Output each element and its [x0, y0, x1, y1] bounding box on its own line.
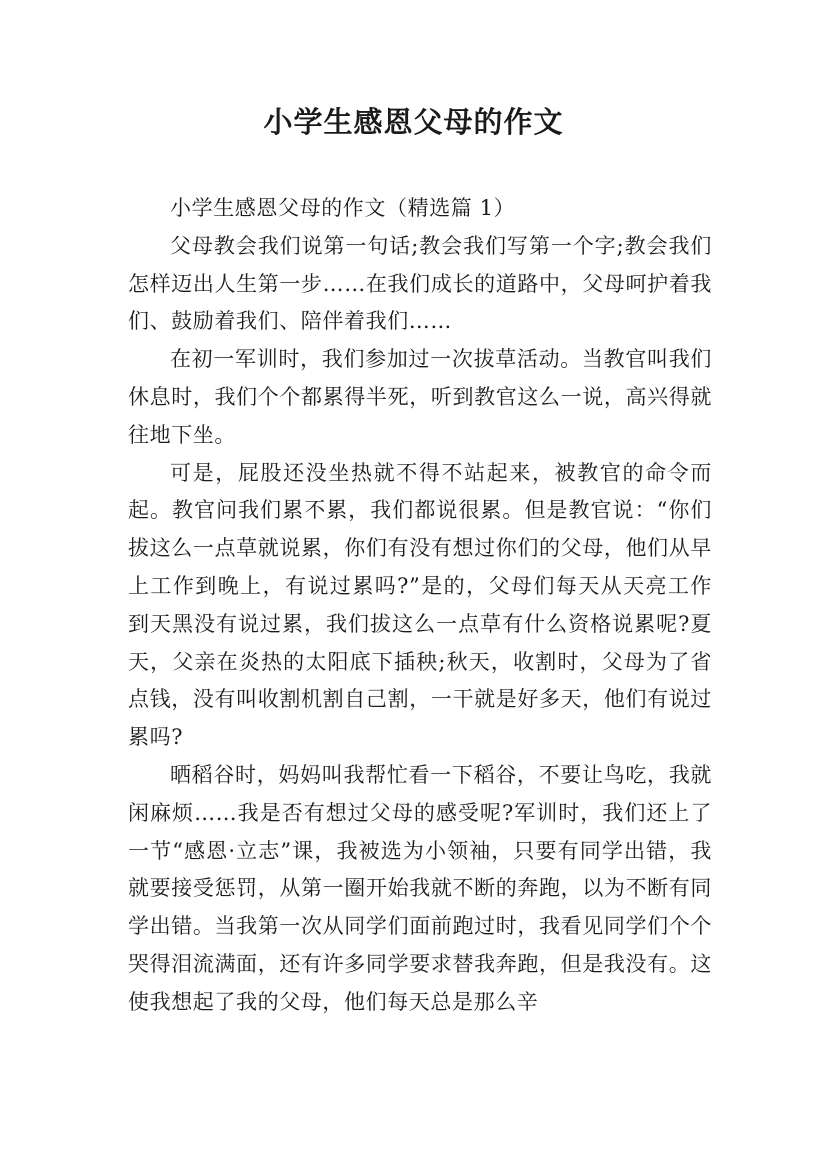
paragraph-4: 晒稻谷时，妈妈叫我帮忙看一下稻谷，不要让鸟吃，我就闲麻烦……我是否有想过父母的感受呢?军训时，我们还上了一节“感恩·立志”课，我被选为小领袖，只要有同学出错，我就要接受惩罚，从第一圈开始我就不断的奔跑，以为不断有同学出错。当我第一次从同学们面前跑过时，我看见同学们个个哭得泪流满面，还有许多同学要求替我奔跑，但是我没有。这使我想起了我的父母，他们每天总是那么辛 [128, 762, 712, 1014]
paragraph-2: 在初一军训时，我们参加过一次拔草活动。当教官叫我们休息时，我们个个都累得半死，听到教官这么一说，高兴得就往地下坐。 [128, 347, 712, 447]
section-subtitle: 小学生感恩父母的作文（精选篇 1） [170, 196, 516, 220]
document-body [128, 190, 712, 1022]
paragraph-3: 可是，屁股还没坐热就不得不站起来，被教官的命令而起。教官问我们累不累，我们都说很累。但是教官说：“你们拔这么一点草就说累，你们有没有想过你们的父母，他们从早上工作到晚上，有说过累吗?”是的，父母们每天从天亮工作到天黑没有说过累，我们拔这么一点草有什么资格说累呢?夏天，父亲在炎热的太阳底下插秧;秋天，收割时，父母为了省点钱，没有叫收割机割自己割，一干就是好多天，他们有说过累吗? [128, 460, 712, 750]
paragraph-1: 父母教会我们说第一句话;教会我们写第一个字;教会我们怎样迈出人生第一步……在我们成长的道路中，父母呵护着我们、鼓励着我们、陪伴着我们…… [128, 233, 712, 334]
document-title: 小学生感恩父母的作文 [263, 105, 564, 139]
